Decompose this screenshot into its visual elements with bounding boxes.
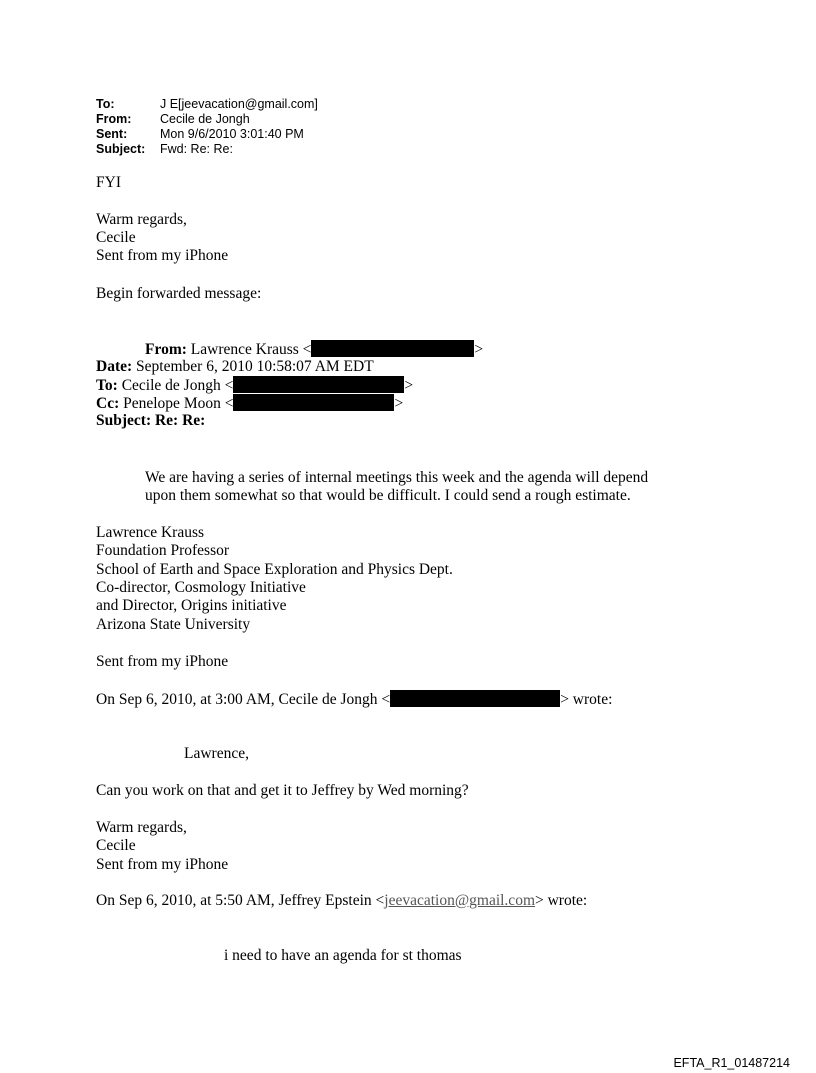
fwd-cc-close: > <box>394 395 404 412</box>
signature-line: Sent from my iPhone <box>96 856 229 873</box>
quote-suffix: > wrote: <box>535 892 588 909</box>
signature-line: School of Earth and Space Exploration and Physics Dept. <box>96 561 453 578</box>
signature-line: Lawrence Krauss <box>96 524 205 541</box>
fwd-date-value: September 6, 2010 10:58:07 AM EDT <box>136 358 374 375</box>
redaction-block <box>233 394 394 411</box>
redaction-block <box>390 690 560 707</box>
fwd-from-label: From: <box>145 341 187 358</box>
signature-line: Arizona State University <box>96 616 251 633</box>
fwd-to-close: > <box>404 377 414 394</box>
from-label: From: <box>96 112 132 126</box>
message-line: We are having a series of internal meetings this week and the agenda will depend <box>145 469 649 486</box>
redaction-block <box>311 340 474 357</box>
quote-attribution <box>96 892 587 910</box>
to-label: To: <box>96 97 115 111</box>
message-line: i need to have an agenda for st thomas <box>224 947 462 964</box>
to-value: J E[jeevacation@gmail.com] <box>160 97 318 111</box>
greeting: Lawrence, <box>184 745 249 762</box>
quote-suffix: > wrote: <box>560 691 613 708</box>
sent-from-line: Sent from my iPhone <box>96 653 229 670</box>
signature-line: Foundation Professor <box>96 542 230 559</box>
fwd-from-close: > <box>474 341 484 358</box>
signature-line: and Director, Origins initiative <box>96 597 287 614</box>
fyi-text: FYI <box>96 174 121 191</box>
message-line: upon them somewhat so that would be difficult. I could send a rough estimate. <box>145 487 631 504</box>
signature-line: Sent from my iPhone <box>96 247 229 264</box>
signature-line: Warm regards, <box>96 819 187 836</box>
signature-line: Warm regards, <box>96 211 187 228</box>
subject-label: Subject: <box>96 142 146 156</box>
fwd-from-value: Lawrence Krauss < <box>190 341 312 358</box>
fwd-to-value: Cecile de Jongh < <box>121 377 234 394</box>
signature-line: Co-director, Cosmology Initiative <box>96 579 306 596</box>
fwd-date-label: Date: <box>96 358 133 375</box>
email-link[interactable]: jeevacation@gmail.com <box>384 892 535 909</box>
fwd-from-line <box>145 340 483 359</box>
sent-value: Mon 9/6/2010 3:01:40 PM <box>160 127 304 141</box>
request-line: Can you work on that and get it to Jeffrey by Wed morning? <box>96 782 469 799</box>
fwd-cc-label: Cc: <box>96 395 120 412</box>
quote-prefix: On Sep 6, 2010, at 5:50 AM, Jeffrey Epstein < <box>96 892 385 909</box>
fwd-date-line <box>96 358 374 376</box>
fwd-to-line <box>96 376 413 395</box>
fwd-subject-value: Re: Re: <box>154 412 206 429</box>
quote-attribution <box>96 690 612 709</box>
quote-prefix: On Sep 6, 2010, at 3:00 AM, Cecile de Jongh < <box>96 691 391 708</box>
subject-value: Fwd: Re: Re: <box>160 142 233 156</box>
signature-line: Cecile <box>96 229 136 246</box>
fwd-cc-line <box>96 394 403 413</box>
fwd-subject-label: Subject: <box>96 412 152 429</box>
sent-label: Sent: <box>96 127 128 141</box>
from-value: Cecile de Jongh <box>160 112 250 126</box>
fwd-to-label: To: <box>96 377 118 394</box>
fwd-cc-value: Penelope Moon < <box>123 395 234 412</box>
signature-line: Cecile <box>96 837 136 854</box>
fwd-subject-line <box>96 412 205 430</box>
forward-intro: Begin forwarded message: <box>96 285 262 302</box>
document-id: EFTA_R1_01487214 <box>673 1056 790 1070</box>
redaction-block <box>233 376 404 393</box>
